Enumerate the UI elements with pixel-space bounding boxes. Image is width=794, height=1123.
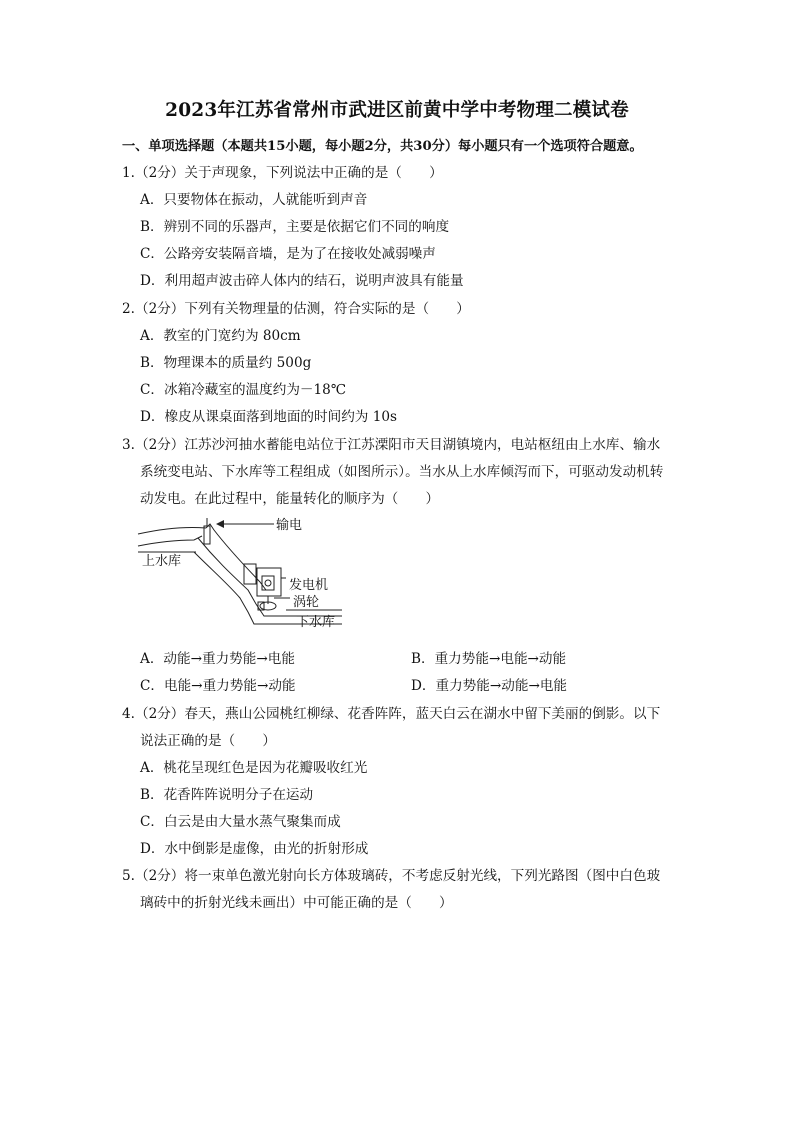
question-3-stem-line-2: 系统变电站、下水库等工程组成（如图所示）。当水从上水库倾泻而下，可驱动发动机转 [140,464,664,480]
question-4-stem-line-1: 4.（2分）春天，燕山公园桃红柳绿、花香阵阵，蓝天白云在湖水中留下美丽的倒影。以下 [122,706,661,722]
question-3-stem-line-3: 动发电。在此过程中，能量转化的顺序为（ ） [140,491,440,507]
question-5-stem-line-2: 璃砖中的折射光线未画出）中可能正确的是（ ） [140,895,453,911]
question-3-option-c: C．电能→重力势能→动能 [140,678,296,694]
figure-label-generator: 发电机 [289,578,329,593]
question-2-option-c: C．冰箱冷藏室的温度约为－18℃ [140,382,347,398]
question-4-stem-line-2: 说法正确的是（ ） [140,733,276,749]
question-4-option-b: B．花香阵阵说明分子在运动 [140,787,314,803]
question-1-option-b: B．辨别不同的乐器声，主要是依据它们不同的响度 [140,219,450,235]
question-5-stem-line-1: 5.（2分）将一束单色激光射向长方体玻璃砖，不考虑反射光线，下列光路图（图中白色玻 [122,868,661,884]
question-3-option-d: D．重力势能→动能→电能 [411,678,568,694]
section-heading: 一、单项选择题（本题共15小题，每小题2分，共30分）每小题只有一个选项符合题意。 [122,139,643,154]
question-4-option-d: D．水中倒影是虚像，由光的折射形成 [140,841,369,857]
question-3-option-b: B．重力势能→电能→动能 [411,651,567,667]
question-2-option-a: A．教室的门宽约为 80cm [140,328,301,344]
question-1-option-a: A．只要物体在振动，人就能听到声音 [140,192,368,208]
question-4-option-a: A．桃花呈现红色是因为花瓣吸收红光 [140,760,368,776]
figure-label-power: 输电 [276,518,303,533]
question-1-stem: 1.（2分）关于声现象，下列说法中正确的是（ ） [122,165,443,181]
question-2-option-b: B．物理课本的质量约 500g [140,355,312,371]
question-4-option-c: C．白云是由大量水蒸气聚集而成 [140,814,341,830]
question-1-option-c: C．公路旁安装隔音墙，是为了在接收处减弱噪声 [140,246,436,262]
question-3-stem-line-1: 3.（2分）江苏沙河抽水蓄能电站位于江苏溧阳市天目湖镇境内，电站枢纽由上水库、输水 [122,437,661,453]
question-1-option-d: D．利用超声波击碎人体内的结石，说明声波具有能量 [140,273,464,289]
figure-label-upper-reservoir: 上水库 [142,554,182,569]
figure-label-turbine: 涡轮 [293,595,320,610]
figure-label-lower-reservoir: 下水库 [296,615,336,630]
page-title: 2023年江苏省常州市武进区前黄中学中考物理二模试卷 [165,100,629,121]
question-2-option-d: D．橡皮从课桌面落到地面的时间约为 10s [140,409,397,425]
question-2-stem: 2.（2分）下列有关物理量的估测，符合实际的是（ ） [122,301,470,317]
question-3-option-a: A．动能→重力势能→电能 [140,651,295,667]
